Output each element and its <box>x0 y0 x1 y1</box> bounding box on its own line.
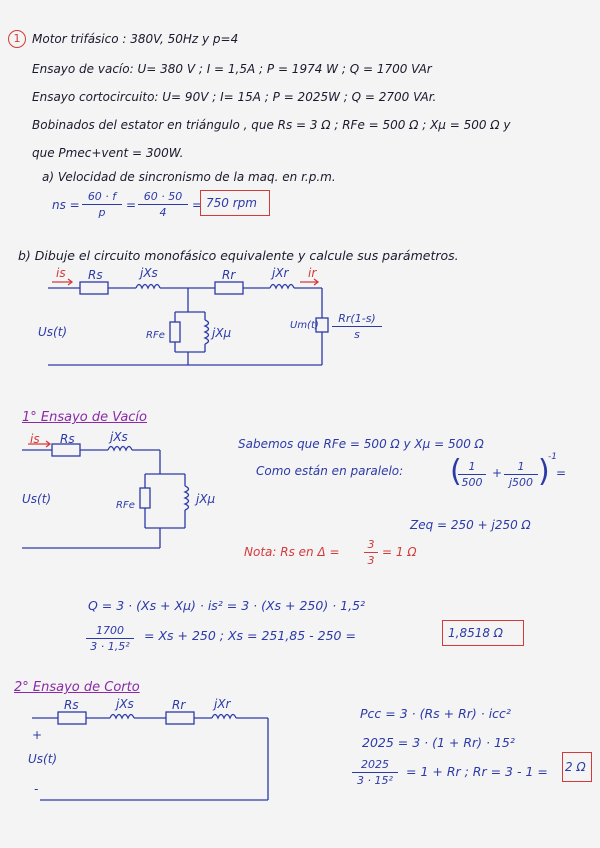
equals-sign-1: = <box>126 198 137 212</box>
rr-label-3: Rr <box>172 698 186 712</box>
vacio-fraction <box>86 624 134 653</box>
jxs-label-2: jXs <box>110 430 128 444</box>
pcc-equation: Pcc = 3 · (Rs + Rr) · icc² <box>360 706 511 721</box>
rload-fraction <box>332 312 382 341</box>
jxs-label-1: jXs <box>140 266 158 280</box>
ns-label: ns = <box>52 198 80 212</box>
paren-left: ( <box>450 454 462 489</box>
rs-label-2: Rs <box>60 432 75 446</box>
part-b-label: b) Dibuje el circuito monofásico equivalente y calcule sus parámetros. <box>18 248 459 263</box>
nota-num: 3 <box>367 538 375 551</box>
rfe-label-1: RFe <box>146 330 165 341</box>
us-label-1: Us(t) <box>38 325 68 339</box>
sync-frac-1-num: 60 · f <box>87 190 117 203</box>
problem-number-badge: 1 <box>8 30 26 48</box>
rload-num: Rr(1-s) <box>338 312 376 325</box>
nota-fraction <box>364 538 378 567</box>
part-a-label: a) Velocidad de sincronismo de la maq. en r.p.m. <box>42 170 336 184</box>
ns-result: 750 rpm <box>206 196 257 210</box>
parallel-equals: = <box>556 466 567 480</box>
stator-windings-data: Bobinados del estator en triángulo , que Rs = 3 Ω ; RFe = 500 Ω ; Xμ = 500 Ω y <box>32 118 511 132</box>
corto-rr-equation: = 1 + Rr ; Rr = 3 - 1 = <box>406 764 548 779</box>
parallel-frac-1 <box>458 460 486 489</box>
pf2-den: j500 <box>508 476 534 489</box>
corto-section-title: 2° Ensayo de Corto <box>14 680 140 695</box>
vacio-frac-num: 1700 <box>96 624 124 637</box>
corto-frac-den: 3 · 15² <box>357 774 393 787</box>
parallel-frac-2 <box>504 460 538 489</box>
jxs-label-3: jXs <box>116 697 134 711</box>
vacio-xs-equation: = Xs + 250 ; Xs = 251,85 - 250 = <box>144 628 356 643</box>
rr-label-1: Rr <box>222 268 236 282</box>
um-label-1: Um(t) <box>290 320 319 331</box>
mechanical-losses: que Pmec+vent = 300W. <box>32 146 184 160</box>
vacio-paralelo: Como están en paralelo: <box>256 464 404 478</box>
xs-result: 1,8518 Ω <box>448 626 503 640</box>
rr-result: 2 Ω <box>565 760 586 774</box>
is-current-label-2: is <box>30 432 40 446</box>
us-label-3: Us(t) <box>28 752 58 766</box>
jxm-label-2: jXμ <box>196 492 216 506</box>
ir-current-label: ir <box>308 266 317 280</box>
us-label-2: Us(t) <box>22 492 52 506</box>
jxr-label-3: jXr <box>214 697 231 711</box>
zeq-result: Zeq = 250 + j250 Ω <box>410 518 531 532</box>
rload-den: s <box>354 328 360 341</box>
vacio-q-equation: Q = 3 · (Xs + Xμ) · is² = 3 · (Xs + 250) · 1,5² <box>88 598 366 613</box>
corto-frac-num: 2025 <box>361 758 389 771</box>
pf2-num: 1 <box>517 460 525 473</box>
jxm-label-1: jXμ <box>212 326 232 340</box>
pf1-num: 1 <box>468 460 476 473</box>
short-circuit-test-data: Ensayo cortocircuito: U= 90V ; I= 15A ; P = 2025W ; Q = 2700 VAr. <box>32 90 437 104</box>
vacio-frac-den: 3 · 1,5² <box>90 640 130 653</box>
corto-line2: 2025 = 3 · (1 + Rr) · 15² <box>362 735 515 750</box>
sync-frac-2-num: 60 · 50 <box>143 190 183 203</box>
vacio-section-title: 1° Ensayo de Vacío <box>22 410 147 425</box>
rs-label-1: Rs <box>88 268 103 282</box>
nota-den: 3 <box>367 554 375 567</box>
pf1-den: 500 <box>461 476 483 489</box>
nota-label: Nota: Rs en Δ = <box>244 545 340 559</box>
minus-terminal: - <box>34 782 39 796</box>
vacio-sabemos: Sabemos que RFe = 500 Ω y Xμ = 500 Ω <box>238 437 484 451</box>
corto-fraction <box>352 758 398 787</box>
problem-title: Motor trifásico : 380V, 50Hz y p=4 <box>32 32 239 46</box>
plus-terminal: + <box>32 728 43 742</box>
parallel-plus: + <box>492 466 503 480</box>
sync-frac-1-den: p <box>98 206 106 219</box>
is-current-label: is <box>56 266 66 280</box>
nota-result: = 1 Ω <box>382 545 417 559</box>
equals-sign-2: = <box>192 198 203 212</box>
jxr-label-1: jXr <box>272 266 289 280</box>
sync-frac-2-den: 4 <box>159 206 167 219</box>
rs-label-3: Rs <box>64 698 79 712</box>
parallel-exponent: -1 <box>548 452 557 462</box>
paren-right: ) <box>538 454 550 489</box>
vacio-test-data: Ensayo de vacío: U= 380 V ; I = 1,5A ; P = 1974 W ; Q = 1700 VAr <box>32 62 432 76</box>
rfe-label-2: RFe <box>116 500 135 511</box>
